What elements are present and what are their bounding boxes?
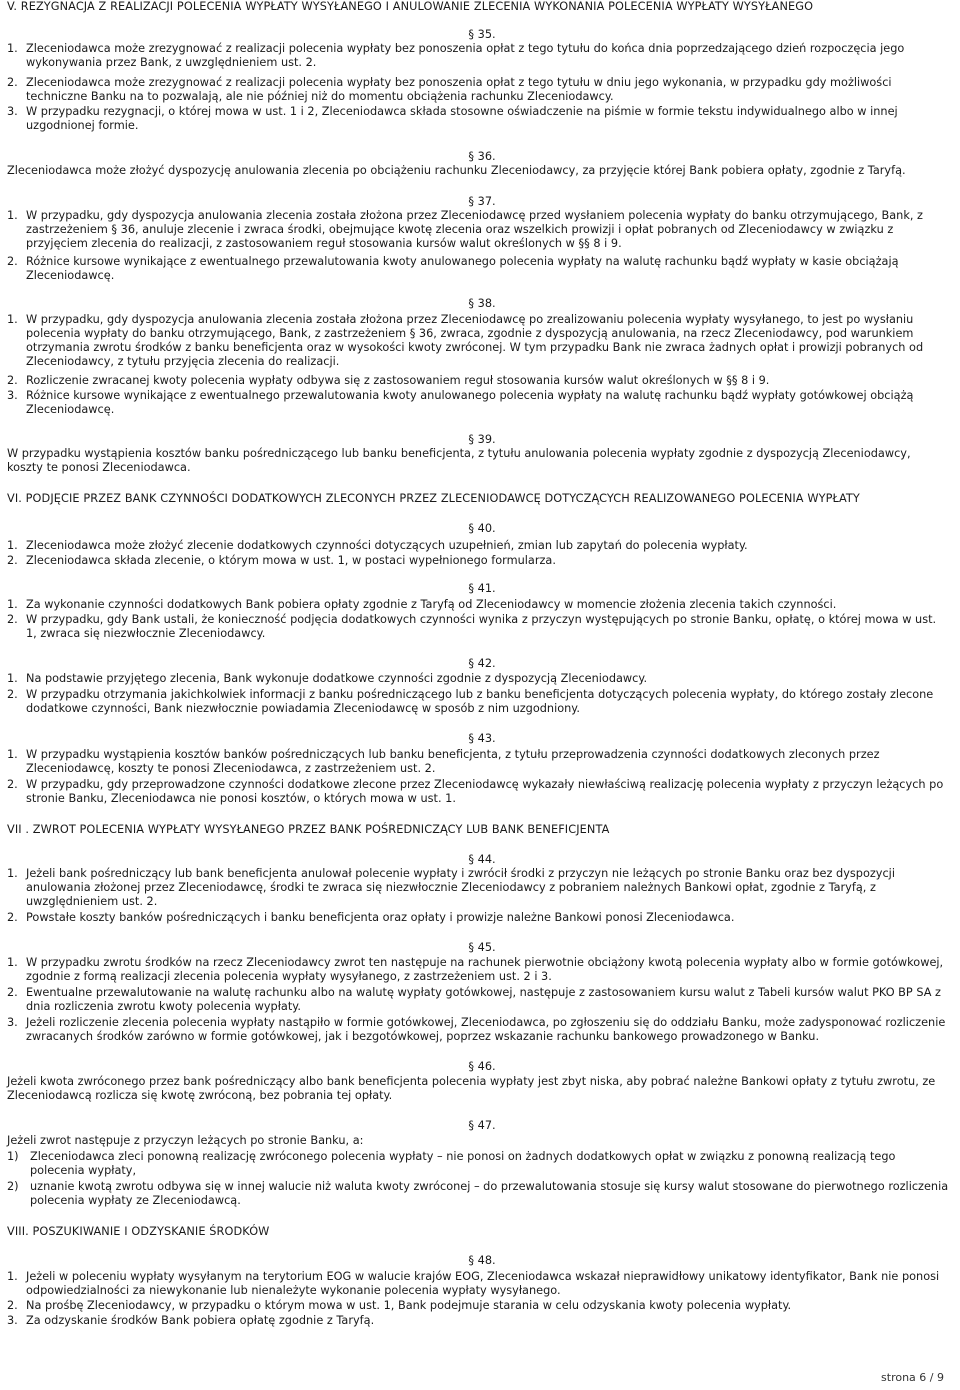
list-item: 1. W przypadku, gdy dyspozycja anulowania zlecenia została złożona przez Zleceniodawcę po zrealizowaniu polecenia wypłaty wysyłanego, to jest po wysłaniu polecenia wypłaty do banku otrzymującego, Bank, z zastrzeżeniem § 36, zwraca, zgodnie z dyspozycją anulowania, na rzecz Zleceniodawcy, pod warunkiem otrzymania zwrotu środków z banku beneficjenta oraz w wysokości kwoty zwróconej. W tym przypadku Bank nie zwraca żadnych opłat i prowizji pobranych od Zleceniodawcy, z tytułu przyjęcia zlecenia do realizacji.: [7, 313, 924, 368]
section-number: § 39.: [468, 433, 496, 446]
list-item: 1. Jeżeli w poleceniu wypłaty wysyłanym na terytorium EOG w walucie krajów EOG, Zleceniodawca wskazał nieprawidłowy unikatowy identyfikator, Bank nie ponosi odpowiedzialności za niewykonanie lub nienależyte wykonanie polecenia wypłaty wysyłanego.: [7, 1270, 940, 1297]
section-number: § 47.: [468, 1119, 496, 1132]
list-item: 2. W przypadku, gdy przeprowadzone czynności dodatkowe zlecone przez Zleceniodawcę wykazały niewłaściwą realizację polecenia wypłaty z przyczyn leżących po stronie Banku, Zleceniodawca nie ponosi kosztów, o których mowa w ust. 1.: [7, 778, 944, 805]
list-item: 1. Jeżeli bank pośredniczący lub bank beneficjenta anulował polecenie wypłaty i zwrócił środki z przyczyn nie leżących po stronie Banku oraz bez dyspozycji anulowania złożonej przez Zleceniodawcę, środki te zwraca się niezwłocznie Zleceniodawcy z pobraniem należnych Bankowi opłat, zgodnie z Taryfą, z uwzględnieniem ust. 2.: [7, 867, 895, 908]
list-item: 1. W przypadku, gdy dyspozycja anulowania zlecenia została złożona przez Zleceniodawcę przed wysłaniem polecenia wypłaty do banku otrzymującego, Bank, z zastrzeżeniem § 36, anuluje zlecenie i zwraca środki, obejmujące kwotę zlecenia oraz wszelkich prowizji i opłat pobranych od Zleceniodawcy w związku z przyjęciem zlecenia do realizacji, z zastosowaniem reguł stosowania kursów walut określonych w §§ 8 i 9.: [7, 209, 923, 250]
list-item: 2) uznanie kwotą zwrotu odbywa się w innej walucie niż waluta kwoty zwróconej – do przewalutowania stosuje się kursy walut stosowane do pierwotnego rozliczenia polecenia wypłaty ze Zleceniodawcą.: [7, 1180, 949, 1207]
list-item: 3. Za odzyskanie środków Bank pobiera opłatę zgodnie z Taryfą.: [7, 1314, 375, 1327]
section-number: § 44.: [468, 853, 496, 866]
list-item: 1. Zleceniodawca może zrezygnować z realizacji polecenia wypłaty bez ponoszenia opłat z tego tytułu do końca dnia poprzedzającego dzień rozpoczęcia jego wykonywania przez Bank, z uwzględnieniem ust. 2.: [7, 42, 905, 69]
paragraph: Zleceniodawca może złożyć dyspozycję anulowania zlecenia po obciążeniu rachunku Zleceniodawcy, za przyjęcie której Bank pobiera opłaty, zgodnie z Taryfą.: [7, 164, 906, 177]
section-number: § 42.: [468, 657, 496, 670]
list-item: 1. W przypadku wystąpienia kosztów banków pośredniczących lub banku beneficjenta, z tytułu przeprowadzenia czynności dodatkowych zleconych przez Zleceniodawcę, koszty te ponosi Zleceniodawca, z zastrzeżeniem ust. 2.: [7, 748, 880, 775]
chapter-heading: VIII. POSZUKIWANIE I ODZYSKANIE ŚRODKÓW: [7, 1225, 270, 1238]
chapter-heading: VII . ZWROT POLECENIA WYPŁATY WYSYŁANEGO PRZEZ BANK POŚREDNICZĄCY LUB BANK BENEFICJENTA: [7, 823, 610, 836]
section-number: § 41.: [468, 582, 496, 595]
paragraph: Jeżeli kwota zwróconego przez bank pośredniczący albo bank beneficjenta polecenia wypłaty jest zbyt niska, aby pobrać należne Bankowi opłaty z tytułu zwrotu, ze Zleceniodawcą rozlicza się kwotę zwróconą, bez pobrania tej opłaty.: [7, 1075, 936, 1102]
section-number: § 36.: [468, 150, 496, 163]
list-item: 1. Zleceniodawca może złożyć zlecenie dodatkowych czynności dotyczących uzupełnień, zmian lub zapytań do polecenia wypłaty.: [7, 539, 748, 552]
section-number: § 38.: [468, 297, 496, 310]
list-item: 2. Różnice kursowe wynikające z ewentualnego przewalutowania kwoty anulowanego polecenia wypłaty na walutę rachunku bądź wypłaty w kasie obciążają Zleceniodawcę.: [7, 255, 899, 282]
section-number: § 48.: [468, 1254, 496, 1267]
section-number: § 43.: [468, 732, 496, 745]
list-item: 2. Zleceniodawca może zrezygnować z realizacji polecenia wypłaty bez ponoszenia opłat z tego tytułu w dniu jego wykonania, w przypadku gdy możliwości techniczne Banku na to pozwalają, ale nie później niż do momentu obciążenia rachunku Zleceniodawcy.: [7, 76, 892, 103]
chapter-heading: VI. PODJĘCIE PRZEZ BANK CZYNNOŚCI DODATKOWYCH ZLECONYCH PRZEZ ZLECENIODAWCĘ DOTYCZĄCYCH REALIZOWANEGO POLECENIA WYPŁATY: [7, 492, 860, 505]
list-item: 2. Zleceniodawca składa zlecenie, o którym mowa w ust. 1, w postaci wypełnionego formularza.: [7, 554, 556, 567]
list-item: 2. Rozliczenie zwracanej kwoty polecenia wypłaty odbywa się z zastosowaniem reguł stosowania kursów walut określonych w §§ 8 i 9.: [7, 374, 770, 387]
page-number: strona 6 / 9: [881, 1371, 944, 1384]
paragraph: W przypadku wystąpienia kosztów banku pośredniczącego lub banku beneficjenta, z tytułu anulowania polecenia wypłaty zgodnie z dyspozycją Zleceniodawcy, koszty te ponosi Zleceniodawca.: [7, 447, 911, 474]
list-item: 1. Za wykonanie czynności dodatkowych Bank pobiera opłaty zgodnie z Taryfą od Zleceniodawcy w momencie złożenia zlecenia takich czynności.: [7, 598, 837, 611]
list-item: 3. Różnice kursowe wynikające z ewentualnego przewalutowania kwoty anulowanego polecenia wypłaty na walutę rachunku bądź wypłaty gotówkowej obciążą Zleceniodawcę.: [7, 389, 914, 416]
list-item: 2. W przypadku otrzymania jakichkolwiek informacji z banku pośredniczącego lub z banku beneficjenta dotyczących polecenia wypłaty, do którego zostały zlecone dodatkowe czynności, Bank niezwłocznie powiadamia Zleceniodawcę w sposób z nim uzgodniony.: [7, 688, 934, 715]
list-item: 1) Zleceniodawca zleci ponowną realizację zwróconego polecenia wypłaty – nie ponosi on żadnych dodatkowych opłat w związku z ponowną realizacją tego polecenia wypłaty,: [7, 1150, 896, 1177]
list-item: 2. Powstałe koszty banków pośredniczących i banku beneficjenta oraz opłaty i prowizje należne Bankowi ponosi Zleceniodawca.: [7, 911, 735, 924]
list-item: 2. Ewentualne przewalutowanie na walutę rachunku albo na walutę wypłaty gotówkowej, następuje z zastosowaniem kursu walut z Tabeli kursów walut PKO BP SA z dnia rozliczenia zwrotu kwoty polecenia wypłaty.: [7, 986, 941, 1013]
list-item: 2. W przypadku, gdy Bank ustali, że konieczność podjęcia dodatkowych czynności wynika z przyczyn występujących po stronie Banku, opłatę, o której mowa w ust. 1, zwraca się niezwłocznie Zleceniodawcy.: [7, 613, 937, 640]
section-number: § 46.: [468, 1060, 496, 1073]
list-item: 3. W przypadku rezygnacji, o której mowa w ust. 1 i 2, Zleceniodawca składa stosowne oświadczenie na piśmie w formie tekstu indywidualnego albo w innej uzgodnionej formie.: [7, 105, 898, 132]
section-number: § 37.: [468, 195, 496, 208]
list-item: 1. W przypadku zwrotu środków na rzecz Zleceniodawcy zwrot ten następuje na rachunek pierwotnie obciążony kwotą polecenia wypłaty albo w formie gotówkowej, zgodnie z formą realizacji zlecenia polecenia wypłaty wysyłanego, z zastrzeżeniem ust. 2 i 3.: [7, 956, 944, 983]
paragraph: Jeżeli zwrot następuje z przyczyn leżących po stronie Banku, a:: [7, 1134, 364, 1147]
chapter-heading: V. REZYGNACJA Z REALIZACJI POLECENIA WYPŁATY WYSYŁANEGO I ANULOWANIE ZLECENIA WYKONANIA POLECENIA WYPŁATY WYSYŁANEGO: [7, 0, 814, 13]
section-number: § 35.: [468, 28, 496, 41]
section-number: § 45.: [468, 941, 496, 954]
list-item: 2. Na prośbę Zleceniodawcy, w przypadku o którym mowa w ust. 1, Bank podejmuje starania w celu odzyskania kwoty polecenia wypłaty.: [7, 1299, 792, 1312]
list-item: 1. Na podstawie przyjętego zlecenia, Bank wykonuje dodatkowe czynności zgodnie z dyspozycją Zleceniodawcy.: [7, 672, 648, 685]
list-item: 3. Jeżeli rozliczenie zlecenia polecenia wypłaty nastąpiło w formie gotówkowej, Zleceniodawca, po zgłoszeniu się do oddziału Banku, może zadysponować rozliczenie zwracanych środków zarówno w formie gotówkowej, jak i bezgotówkowej, poprzez wskazanie rachunku bankowego prowadzonego w Banku.: [7, 1016, 946, 1043]
section-number: § 40.: [468, 522, 496, 535]
